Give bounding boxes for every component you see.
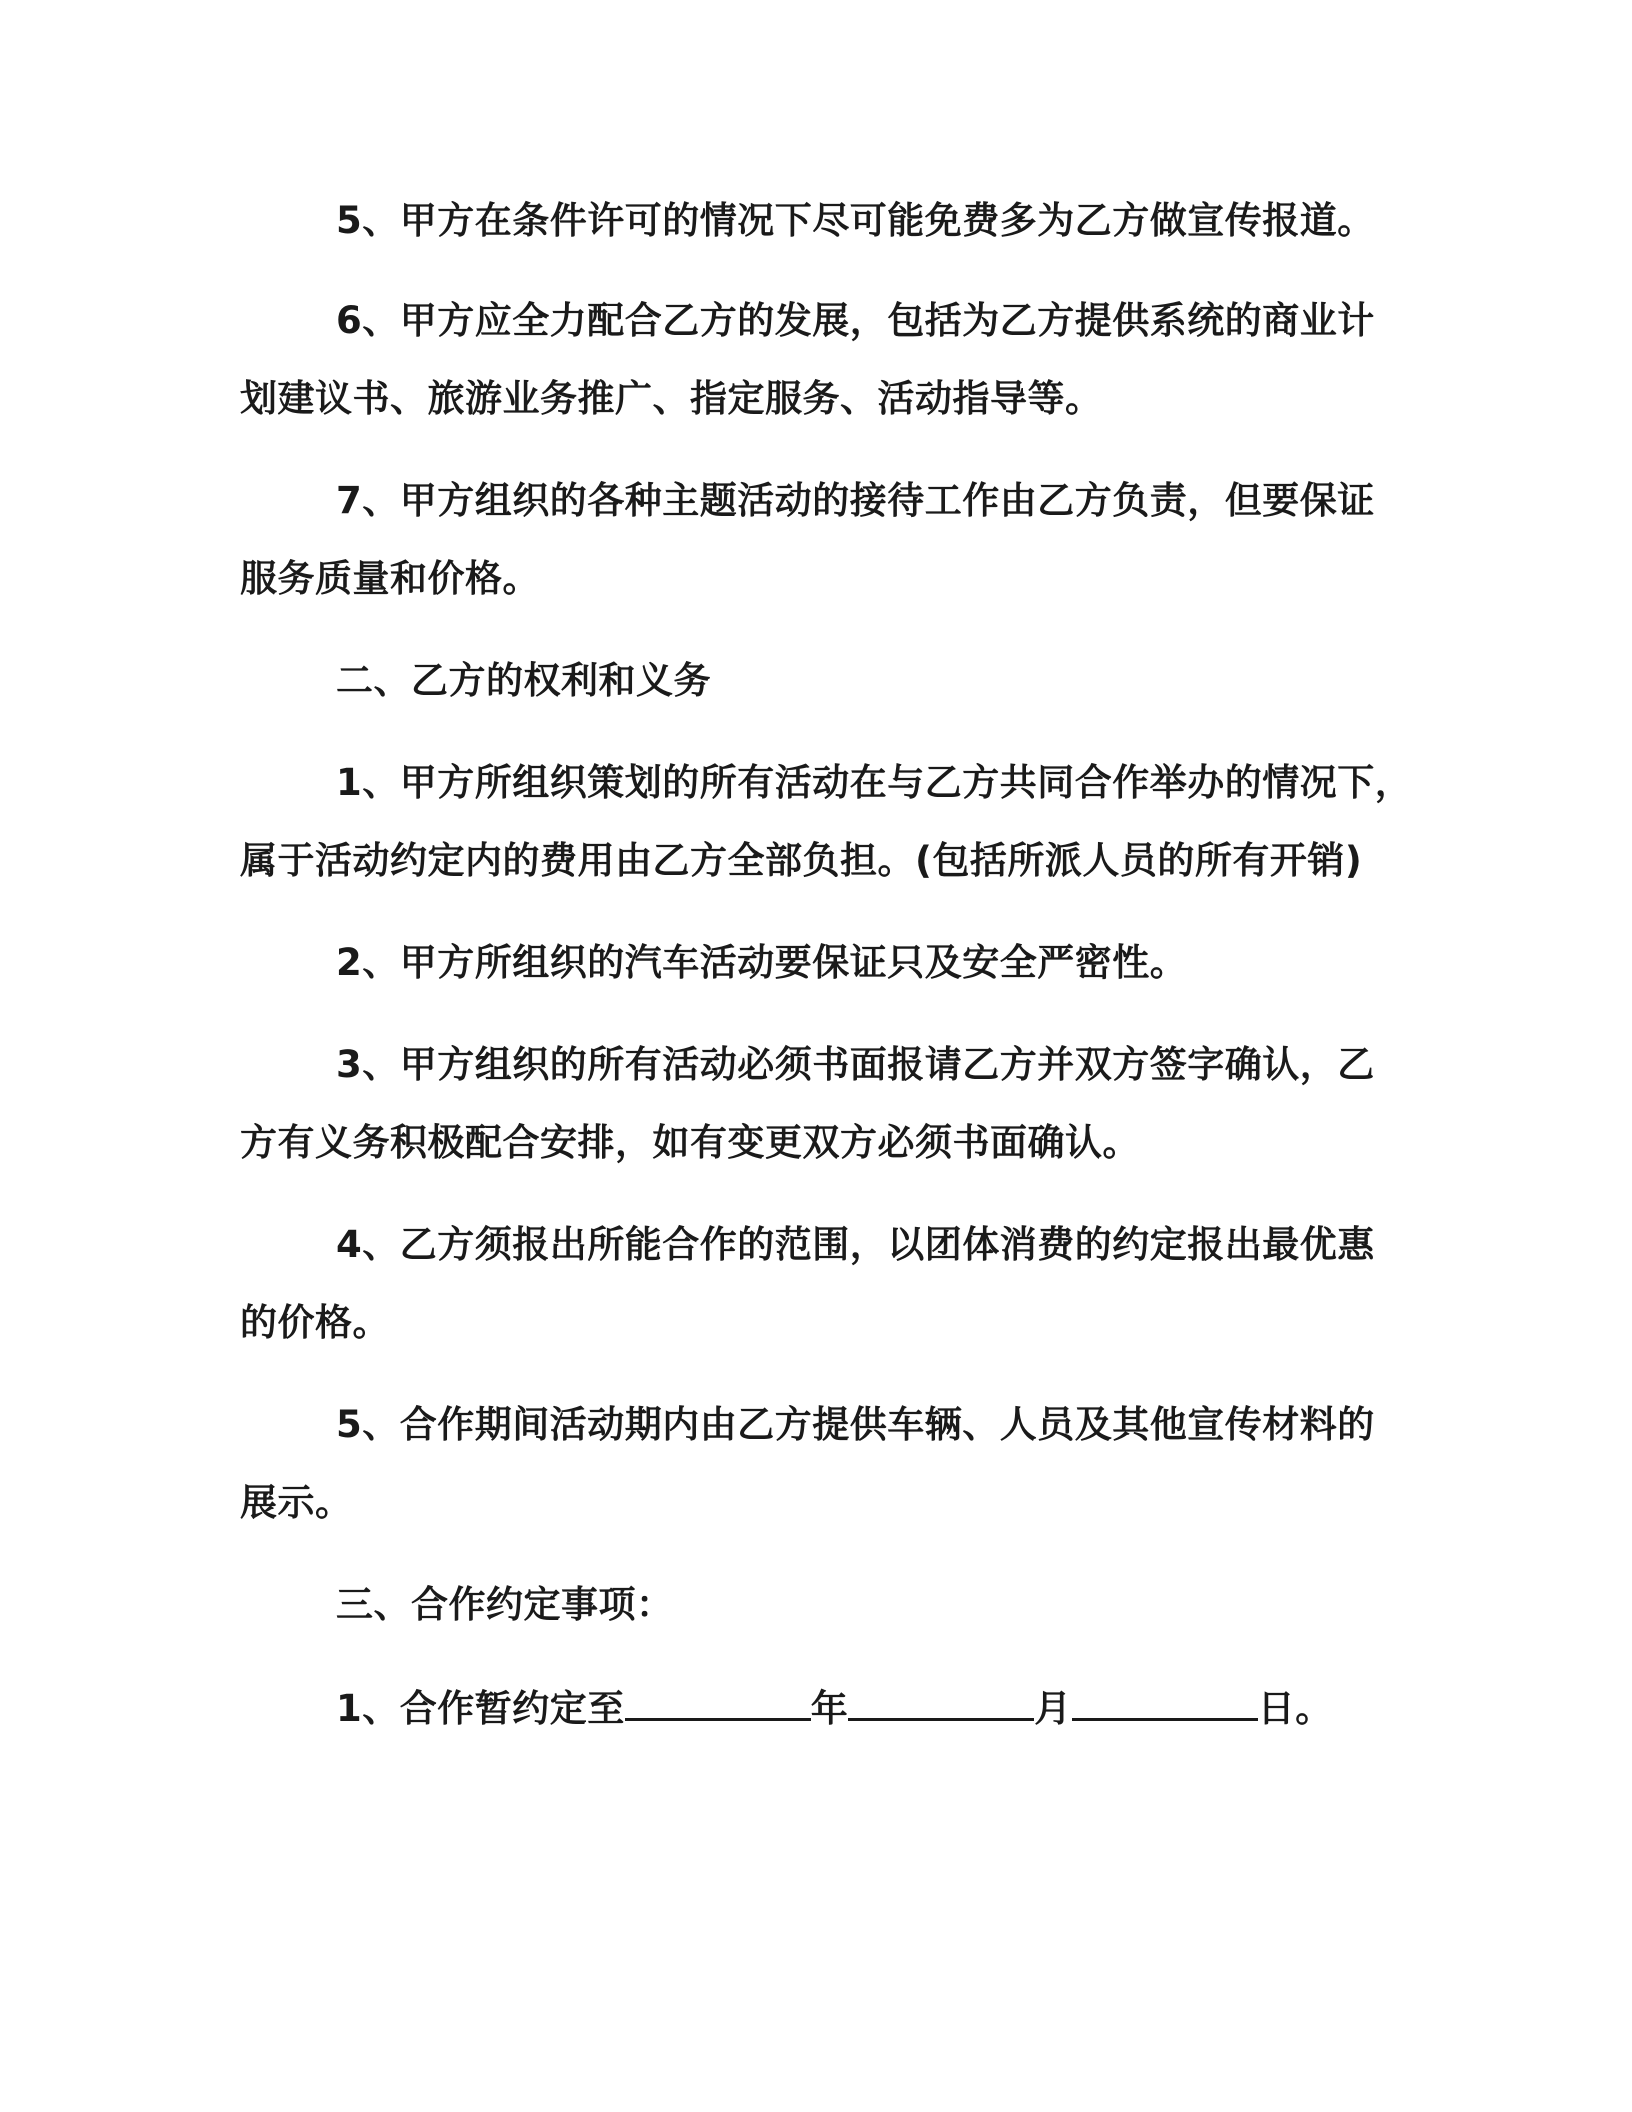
paragraph-line: 7、甲方组织的各种主题活动的接待工作由乙方负责，但要保证 bbox=[336, 479, 1375, 522]
paragraph-line: 方有义务积极配合安排，如有变更双方必须书面确认。 bbox=[240, 1121, 1140, 1164]
day-label: 日。 bbox=[1257, 1687, 1333, 1730]
paragraph-line: 属于活动约定内的费用由乙方全部负担。(包括所派人员的所有开销) bbox=[240, 839, 1363, 882]
year-blank-field bbox=[625, 1688, 811, 1721]
paragraph-line: 5、甲方在条件许可的情况下尽可能免费多为乙方做宣传报道。 bbox=[336, 199, 1375, 242]
paragraph-line: 4、乙方须报出所能合作的范围，以团体消费的约定报出最优惠 bbox=[336, 1223, 1375, 1266]
day-blank-field bbox=[1072, 1688, 1258, 1721]
date-clause bbox=[336, 1687, 1333, 1730]
month-label: 月 bbox=[1034, 1687, 1072, 1730]
paragraph-line: 服务质量和价格。 bbox=[240, 557, 540, 600]
paragraph-line: 3、甲方组织的所有活动必须书面报请乙方并双方签字确认，乙 bbox=[336, 1043, 1375, 1086]
paragraph-line: 的价格。 bbox=[240, 1301, 390, 1344]
paragraph-line: 5、合作期间活动期内由乙方提供车辆、人员及其他宣传材料的 bbox=[336, 1403, 1375, 1446]
section-heading: 二、乙方的权利和义务 bbox=[336, 659, 711, 702]
paragraph-line: 1、甲方所组织策划的所有活动在与乙方共同合作举办的情况下， bbox=[336, 761, 1413, 804]
section-heading: 三、合作约定事项： bbox=[336, 1583, 674, 1626]
year-label: 年 bbox=[810, 1687, 849, 1730]
date-clause-prefix: 1、合作暂约定至 bbox=[336, 1687, 625, 1730]
paragraph-line: 划建议书、旅游业务推广、指定服务、活动指导等。 bbox=[240, 377, 1103, 420]
paragraph-line: 展示。 bbox=[240, 1481, 353, 1524]
month-blank-field bbox=[848, 1688, 1034, 1721]
paragraph-line: 6、甲方应全力配合乙方的发展，包括为乙方提供系统的商业计 bbox=[336, 299, 1375, 342]
paragraph-line: 2、甲方所组织的汽车活动要保证只及安全严密性。 bbox=[336, 941, 1188, 984]
